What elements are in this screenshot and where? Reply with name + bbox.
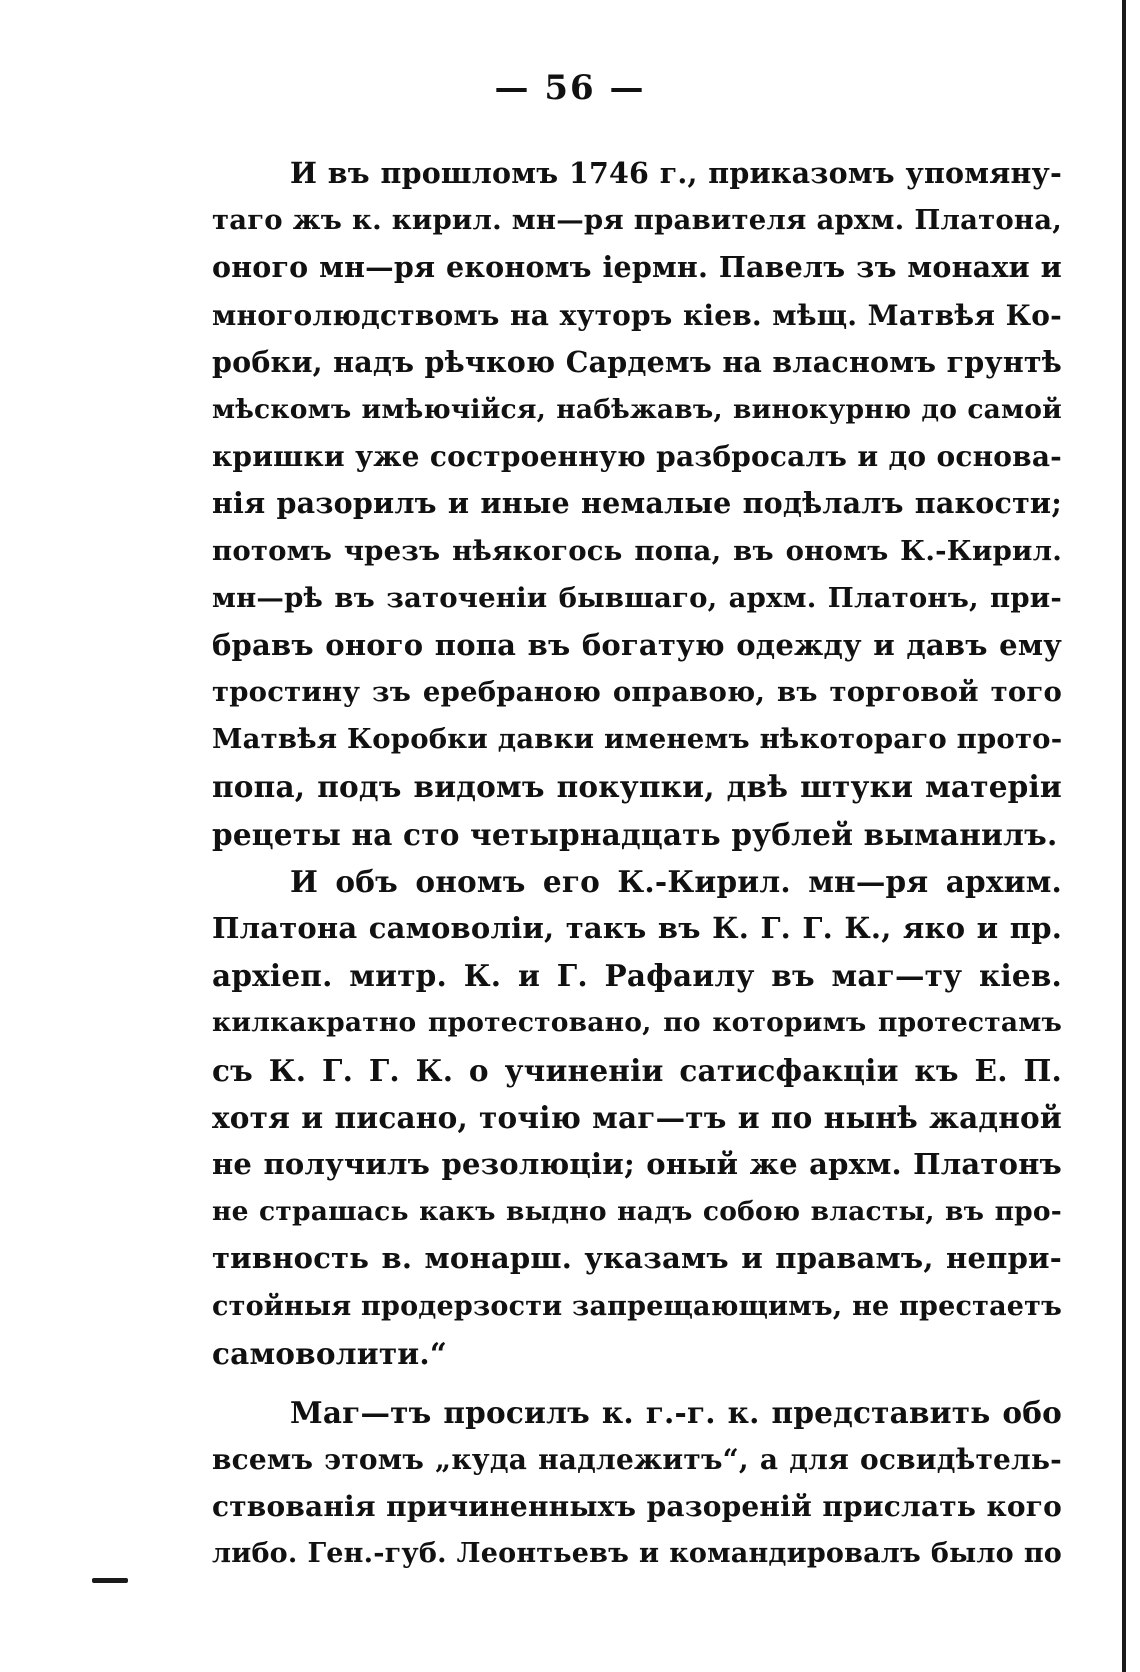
text-line: килкакратно протестовано, по которимъ протестамъ <box>212 1007 1062 1039</box>
text-line: стойныя продерзости запрещающимъ, не престаетъ <box>212 1290 1062 1322</box>
text-line: многолюдствомъ на хуторъ кіев. мѣщ. Матвѣя Ко- <box>212 298 1062 332</box>
text-line: И въ прошломъ 1746 г., приказомъ упомяну- <box>290 156 1062 190</box>
text-line: оного мн—ря економъ іермн. Павелъ зъ монахи и <box>212 250 1062 285</box>
text-line: самоволити.“ <box>212 1335 448 1371</box>
text-line: тростину зъ еребраною оправою, въ торговой того <box>212 676 1062 709</box>
page-edge-shadow <box>1122 0 1126 1672</box>
text-line: тивность в. монарш. указамъ и правамъ, непри- <box>212 1241 1062 1276</box>
text-line: не получилъ резолюціи; оный же архм. Платонъ <box>212 1146 1062 1181</box>
margin-ink-mark <box>92 1578 128 1583</box>
text-line: рецеты на сто четырнадцать рублей выманилъ. <box>212 816 1058 852</box>
text-line: робки, надъ рѣчкою Сардемъ на власномъ грунтѣ <box>212 344 1062 379</box>
text-line: мн—рѣ въ заточеніи бывшаго, архм. Платонъ, при- <box>212 581 1062 614</box>
text-line: Платона самоволіи, такъ въ К. Г. Г. К., яко и пр. <box>212 911 1062 945</box>
paragraph-3 <box>212 1389 1062 1578</box>
text-line: всемъ этомъ „куда надлежитъ“, а для освидѣтель- <box>212 1443 1062 1477</box>
text-line: потомъ чрезъ нѣякогось попа, въ ономъ К.-Кирил. <box>212 534 1062 567</box>
text-line: ствованія причиненныхъ разореній прислать кого <box>212 1490 1062 1524</box>
text-line: хотя и писано, точію маг—тъ и по нынѣ жадной <box>212 1099 1062 1135</box>
text-line: Матвѣя Коробки давки именемъ нѣкотораго прото- <box>212 723 1063 756</box>
text-line: И объ ономъ его К.-Кирил. мн—ря архим. <box>290 863 1062 899</box>
text-line: таго жъ к. кирил. мн—ря правителя архм. Платона, <box>212 204 1062 237</box>
page-number: — 56 — <box>494 68 646 108</box>
text-line: не страшась какъ выдно надъ собою власты, въ про- <box>212 1196 1062 1228</box>
paragraph-2 <box>212 858 1062 1377</box>
text-line: мѣскомъ имѣючійся, набѣжавъ, винокурню до самой <box>212 393 1062 425</box>
text-line: бравъ оного попа въ богатую одежду и давъ ему <box>212 627 1062 662</box>
text-line: Маг—тъ просилъ к. г.-г. к. представить обо <box>290 1394 1062 1430</box>
text-line: съ К. Г. Г. К. о учиненіи сатисфакціи къ Е. П. <box>212 1052 1062 1088</box>
text-line: попа, подъ видомъ покупки, двѣ штуки матеріи <box>212 769 1062 805</box>
body-text <box>212 150 1062 1578</box>
text-line: архіеп. митр. К. и Г. Рафаилу въ маг—ту кіев. <box>212 958 1062 994</box>
text-line: нія разорилъ и иные немалые подѣлалъ пакости; <box>212 486 1062 521</box>
paragraph-1 <box>212 150 1062 858</box>
text-line: кришки уже состроенную разбросалъ и до основа- <box>212 440 1062 474</box>
text-line: либо. Ген.-губ. Леонтьевъ и командировалъ было по <box>212 1538 1062 1570</box>
paragraph-gap <box>212 1377 1062 1389</box>
